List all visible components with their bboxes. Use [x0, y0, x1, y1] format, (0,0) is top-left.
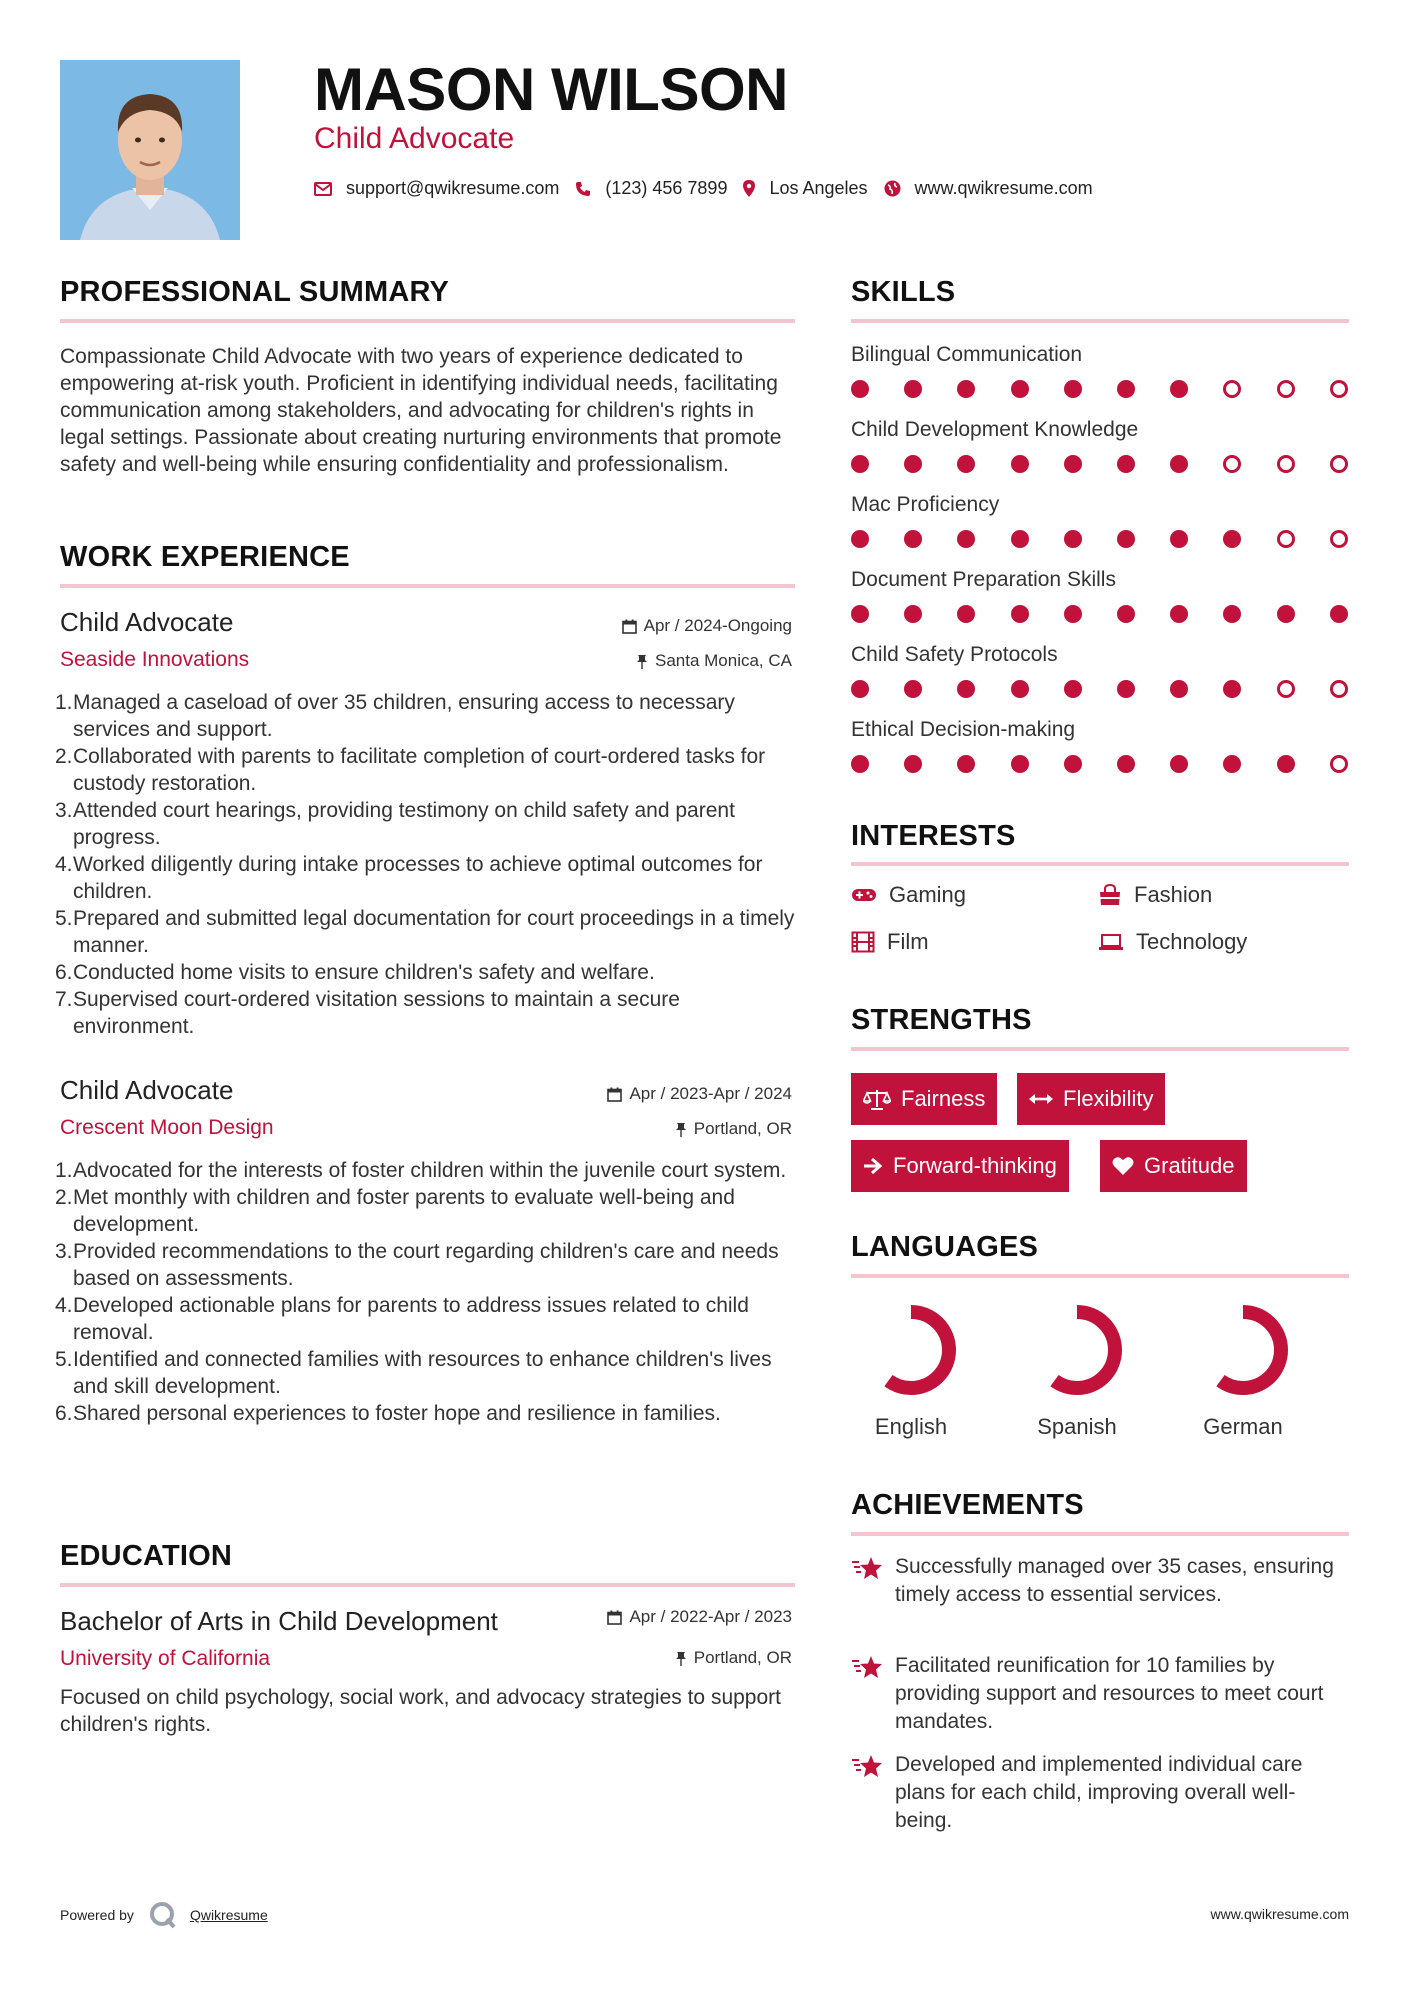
achievement-item — [851, 1553, 1351, 1609]
rating-dot-filled — [1117, 755, 1135, 773]
skill-rating — [851, 680, 1349, 700]
rating-dot-filled — [1064, 680, 1082, 698]
achievement-text: Developed and implemented individual care plans for each child, improving overall well-being. — [895, 1753, 1303, 1832]
rating-dot-filled — [904, 755, 922, 773]
strength-tag — [851, 1073, 997, 1125]
language-level-arc — [1039, 1312, 1115, 1388]
interest-item — [851, 929, 929, 955]
job-location-text: Portland, OR — [693, 1119, 792, 1138]
rating-dot-filled — [1011, 680, 1029, 698]
strength-label: Gratitude — [1144, 1153, 1235, 1178]
list-item: 7. Supervised court-ordered visitation sessions to maintain a secure environment. — [55, 988, 680, 1038]
language-item — [851, 1300, 971, 1450]
job-dates-text: Apr / 2023-Apr / 2024 — [629, 1084, 792, 1103]
language-ring — [1027, 1300, 1127, 1400]
rating-dot-empty — [1277, 380, 1295, 398]
rating-dot-filled — [1011, 380, 1029, 398]
rating-dot-filled — [957, 530, 975, 548]
arrows-horizontal-icon — [1029, 1092, 1053, 1106]
skill-rating — [851, 605, 1349, 625]
job-dates — [607, 1084, 792, 1104]
languages-divider — [851, 1274, 1349, 1278]
envelope-icon — [314, 182, 332, 196]
job-dates — [622, 616, 792, 636]
rating-dot-empty — [1277, 455, 1295, 473]
rating-dot-filled — [957, 605, 975, 623]
skill-rating — [851, 380, 1349, 400]
rating-dot-filled — [851, 680, 869, 698]
skill-name: Document Preparation Skills — [851, 568, 1116, 591]
interest-item — [1098, 929, 1247, 955]
education-heading: EDUCATION — [60, 1540, 233, 1572]
achievements-divider — [851, 1532, 1349, 1536]
school-name: University of California — [60, 1647, 271, 1670]
skill-name: Ethical Decision-making — [851, 718, 1076, 741]
strength-label: Forward-thinking — [893, 1153, 1057, 1178]
pushpin-icon — [675, 1651, 687, 1666]
phone-icon — [575, 181, 591, 197]
language-level-arc — [873, 1312, 949, 1388]
film-icon — [851, 931, 875, 953]
email-text: support@qwikresume.com — [346, 178, 560, 198]
skill-rating — [851, 755, 1349, 775]
strength-label: Flexibility — [1063, 1086, 1154, 1111]
list-item: 5. Prepared and submitted legal documentation for court proceedings in a timely manner. — [55, 907, 795, 957]
strengths-heading: STRENGTHS — [851, 1004, 1032, 1036]
language-item — [1183, 1300, 1303, 1450]
strength-tag — [1100, 1140, 1247, 1192]
rating-dot-filled — [1064, 530, 1082, 548]
rating-dot-filled — [1011, 455, 1029, 473]
footer-website[interactable]: www.qwikresume.com — [1210, 1906, 1349, 1922]
contact-website[interactable] — [884, 178, 1093, 199]
skill-rating — [851, 530, 1349, 550]
rating-dot-empty — [1277, 680, 1295, 698]
contact-email[interactable] — [314, 178, 559, 199]
job-location — [675, 1119, 792, 1139]
rating-dot-filled — [904, 455, 922, 473]
job-title: Child Advocate — [60, 1075, 234, 1105]
rating-dot-filled — [1330, 605, 1348, 623]
location-text: Los Angeles — [769, 178, 868, 198]
list-item: 2. Collaborated with parents to facilitate completion of court-ordered tasks for custody restoration. — [55, 745, 766, 795]
strength-tag — [851, 1140, 1069, 1192]
education-dates — [607, 1607, 792, 1627]
shopping-bag-icon — [1098, 884, 1122, 906]
rating-dot-filled — [1011, 605, 1029, 623]
rating-dot-empty — [1223, 380, 1241, 398]
achievement-text: Facilitated reunification for 10 families by providing support and resources to meet court mandates. — [895, 1654, 1324, 1733]
achievement-item — [851, 1652, 1351, 1736]
skill-name: Mac Proficiency — [851, 493, 1000, 516]
rating-dot-filled — [1064, 605, 1082, 623]
contact-location — [743, 178, 867, 199]
map-marker-icon — [743, 180, 755, 197]
summary-text: Compassionate Child Advocate with two years of experience dedicated to empowering at-risk youth. Proficient in identifying individual needs, facilitating communication among stakeholders, and advocating for children's rights in legal settings. Passionate about creating nurturing environments that promote safety and well-being while ensuring confidentiality and professionalism. — [60, 345, 782, 476]
job-responsibilities — [55, 1157, 795, 1427]
candidate-name: MASON WILSON — [314, 56, 788, 123]
list-item: 6. Shared personal experiences to foster hope and resilience in families. — [55, 1402, 721, 1425]
degree-title: Bachelor of Arts in Child Development — [60, 1606, 498, 1636]
rating-dot-filled — [904, 380, 922, 398]
rating-dot-empty — [1330, 530, 1348, 548]
education-divider — [60, 1583, 795, 1587]
rating-dot-filled — [851, 755, 869, 773]
calendar-icon — [607, 1610, 622, 1625]
rating-dot-filled — [1117, 680, 1135, 698]
pushpin-icon — [675, 1122, 687, 1137]
brand-link[interactable]: Qwikresume — [189, 1907, 268, 1923]
strength-tag — [1017, 1073, 1165, 1125]
interests-heading: INTERESTS — [851, 820, 1016, 852]
rating-dot-filled — [1117, 380, 1135, 398]
summary-heading: PROFESSIONAL SUMMARY — [60, 276, 450, 308]
calendar-icon — [607, 1087, 622, 1102]
interest-label: Film — [887, 929, 929, 954]
skill-name: Child Safety Protocols — [851, 643, 1058, 666]
rating-dot-filled — [1011, 755, 1029, 773]
languages-heading: LANGUAGES — [851, 1231, 1039, 1263]
rating-dot-filled — [851, 530, 869, 548]
rating-dot-filled — [1170, 530, 1188, 548]
achievement-text: Successfully managed over 35 cases, ensuring timely access to essential services. — [895, 1555, 1334, 1606]
powered-by-text: Powered by — [60, 1907, 134, 1923]
list-item: 1. Managed a caseload of over 35 children, ensuring access to necessary services and support. — [55, 691, 735, 741]
rating-dot-filled — [904, 605, 922, 623]
interest-item — [851, 882, 966, 908]
rating-dot-filled — [957, 755, 975, 773]
gamepad-icon — [851, 887, 877, 903]
rating-dot-filled — [1170, 605, 1188, 623]
job-responsibilities — [55, 689, 795, 1040]
arrow-right-icon — [863, 1157, 883, 1175]
interest-label: Technology — [1136, 929, 1248, 954]
rating-dot-filled — [1064, 455, 1082, 473]
interest-label: Fashion — [1134, 882, 1213, 907]
rating-dot-filled — [1170, 755, 1188, 773]
rating-dot-empty — [1330, 755, 1348, 773]
list-item: 4. Worked diligently during intake processes to achieve optimal outcomes for children. — [55, 853, 763, 903]
list-item: 3. Provided recommendations to the court regarding children's care and needs based on assessments. — [55, 1240, 779, 1290]
profile-photo — [60, 60, 240, 240]
rating-dot-filled — [1223, 755, 1241, 773]
rating-dot-empty — [1330, 380, 1348, 398]
rating-dot-empty — [1277, 530, 1295, 548]
interest-item — [1098, 882, 1212, 908]
rating-dot-filled — [1277, 755, 1295, 773]
star-icon — [851, 1753, 883, 1779]
skills-divider — [851, 319, 1349, 323]
job-dates-text: Apr / 2024-Ongoing — [643, 616, 792, 635]
contact-row — [314, 178, 1109, 199]
calendar-icon — [622, 619, 637, 634]
rating-dot-filled — [1277, 605, 1295, 623]
globe-icon — [884, 180, 901, 197]
language-ring — [861, 1300, 961, 1400]
rating-dot-filled — [1223, 605, 1241, 623]
rating-dot-filled — [957, 680, 975, 698]
rating-dot-filled — [904, 530, 922, 548]
rating-dot-filled — [1223, 530, 1241, 548]
rating-dot-filled — [851, 380, 869, 398]
language-name: Spanish — [1037, 1414, 1117, 1439]
skills-heading: SKILLS — [851, 276, 956, 308]
rating-dot-filled — [1170, 680, 1188, 698]
balance-scale-icon — [863, 1088, 891, 1110]
experience-heading: WORK EXPERIENCE — [60, 541, 350, 573]
interest-label: Gaming — [889, 882, 967, 907]
rating-dot-filled — [851, 605, 869, 623]
rating-dot-filled — [1011, 530, 1029, 548]
rating-dot-empty — [1330, 455, 1348, 473]
rating-dot-filled — [1064, 755, 1082, 773]
list-item: 1. Advocated for the interests of foster children within the juvenile court system. — [55, 1159, 787, 1182]
contact-phone[interactable] — [575, 178, 727, 199]
rating-dot-empty — [1223, 455, 1241, 473]
star-icon — [851, 1555, 883, 1581]
list-item: 5. Identified and connected families with resources to enhance children's lives and skill development. — [55, 1348, 772, 1398]
language-name: German — [1203, 1414, 1283, 1439]
list-item: 3. Attended court hearings, providing testimony on child safety and parent progress. — [55, 799, 735, 849]
achievements-heading: ACHIEVEMENTS — [851, 1489, 1084, 1521]
list-item: 2. Met monthly with children and foster parents to evaluate well-being and development. — [55, 1186, 735, 1236]
rating-dot-filled — [851, 455, 869, 473]
rating-dot-filled — [1117, 605, 1135, 623]
rating-dot-empty — [1330, 680, 1348, 698]
language-item — [1017, 1300, 1137, 1450]
interests-divider — [851, 862, 1349, 866]
rating-dot-filled — [957, 380, 975, 398]
star-icon — [851, 1654, 883, 1680]
job-company: Seaside Innovations — [60, 648, 250, 671]
skill-rating — [851, 455, 1349, 475]
job-company: Crescent Moon Design — [60, 1116, 274, 1139]
education-location-text: Portland, OR — [693, 1648, 792, 1667]
achievement-item — [851, 1751, 1351, 1835]
qwikresume-logo-icon — [148, 1900, 178, 1930]
rating-dot-filled — [1170, 380, 1188, 398]
strengths-divider — [851, 1047, 1349, 1051]
website-text: www.qwikresume.com — [914, 178, 1093, 198]
job-location-text: Santa Monica, CA — [654, 651, 792, 670]
phone-text: (123) 456 7899 — [605, 178, 728, 198]
language-ring — [1193, 1300, 1293, 1400]
rating-dot-filled — [1117, 530, 1135, 548]
candidate-role: Child Advocate — [314, 122, 515, 155]
rating-dot-filled — [1223, 680, 1241, 698]
summary-divider — [60, 319, 795, 323]
rating-dot-filled — [1170, 455, 1188, 473]
language-name: English — [874, 1414, 948, 1439]
education-location — [675, 1648, 792, 1668]
heart-icon — [1112, 1156, 1134, 1176]
rating-dot-filled — [1064, 380, 1082, 398]
language-level-arc — [1205, 1312, 1281, 1388]
education-dates-text: Apr / 2022-Apr / 2023 — [629, 1607, 792, 1626]
list-item: 4. Developed actionable plans for parents to address issues related to child removal. — [55, 1294, 749, 1344]
education-description: Focused on child psychology, social work, and advocacy strategies to support children's rights. — [60, 1686, 781, 1736]
footer-powered-by — [60, 1900, 268, 1930]
experience-divider — [60, 584, 795, 588]
skill-name: Child Development Knowledge — [851, 418, 1139, 441]
list-item: 6. Conducted home visits to ensure children's safety and welfare. — [55, 961, 655, 984]
laptop-icon — [1098, 933, 1124, 951]
rating-dot-filled — [1117, 455, 1135, 473]
strength-label: Fairness — [901, 1086, 986, 1111]
skill-name: Bilingual Communication — [851, 343, 1083, 366]
job-title: Child Advocate — [60, 607, 234, 637]
rating-dot-filled — [957, 455, 975, 473]
rating-dot-filled — [904, 680, 922, 698]
pushpin-icon — [636, 654, 648, 669]
job-location — [636, 651, 792, 671]
